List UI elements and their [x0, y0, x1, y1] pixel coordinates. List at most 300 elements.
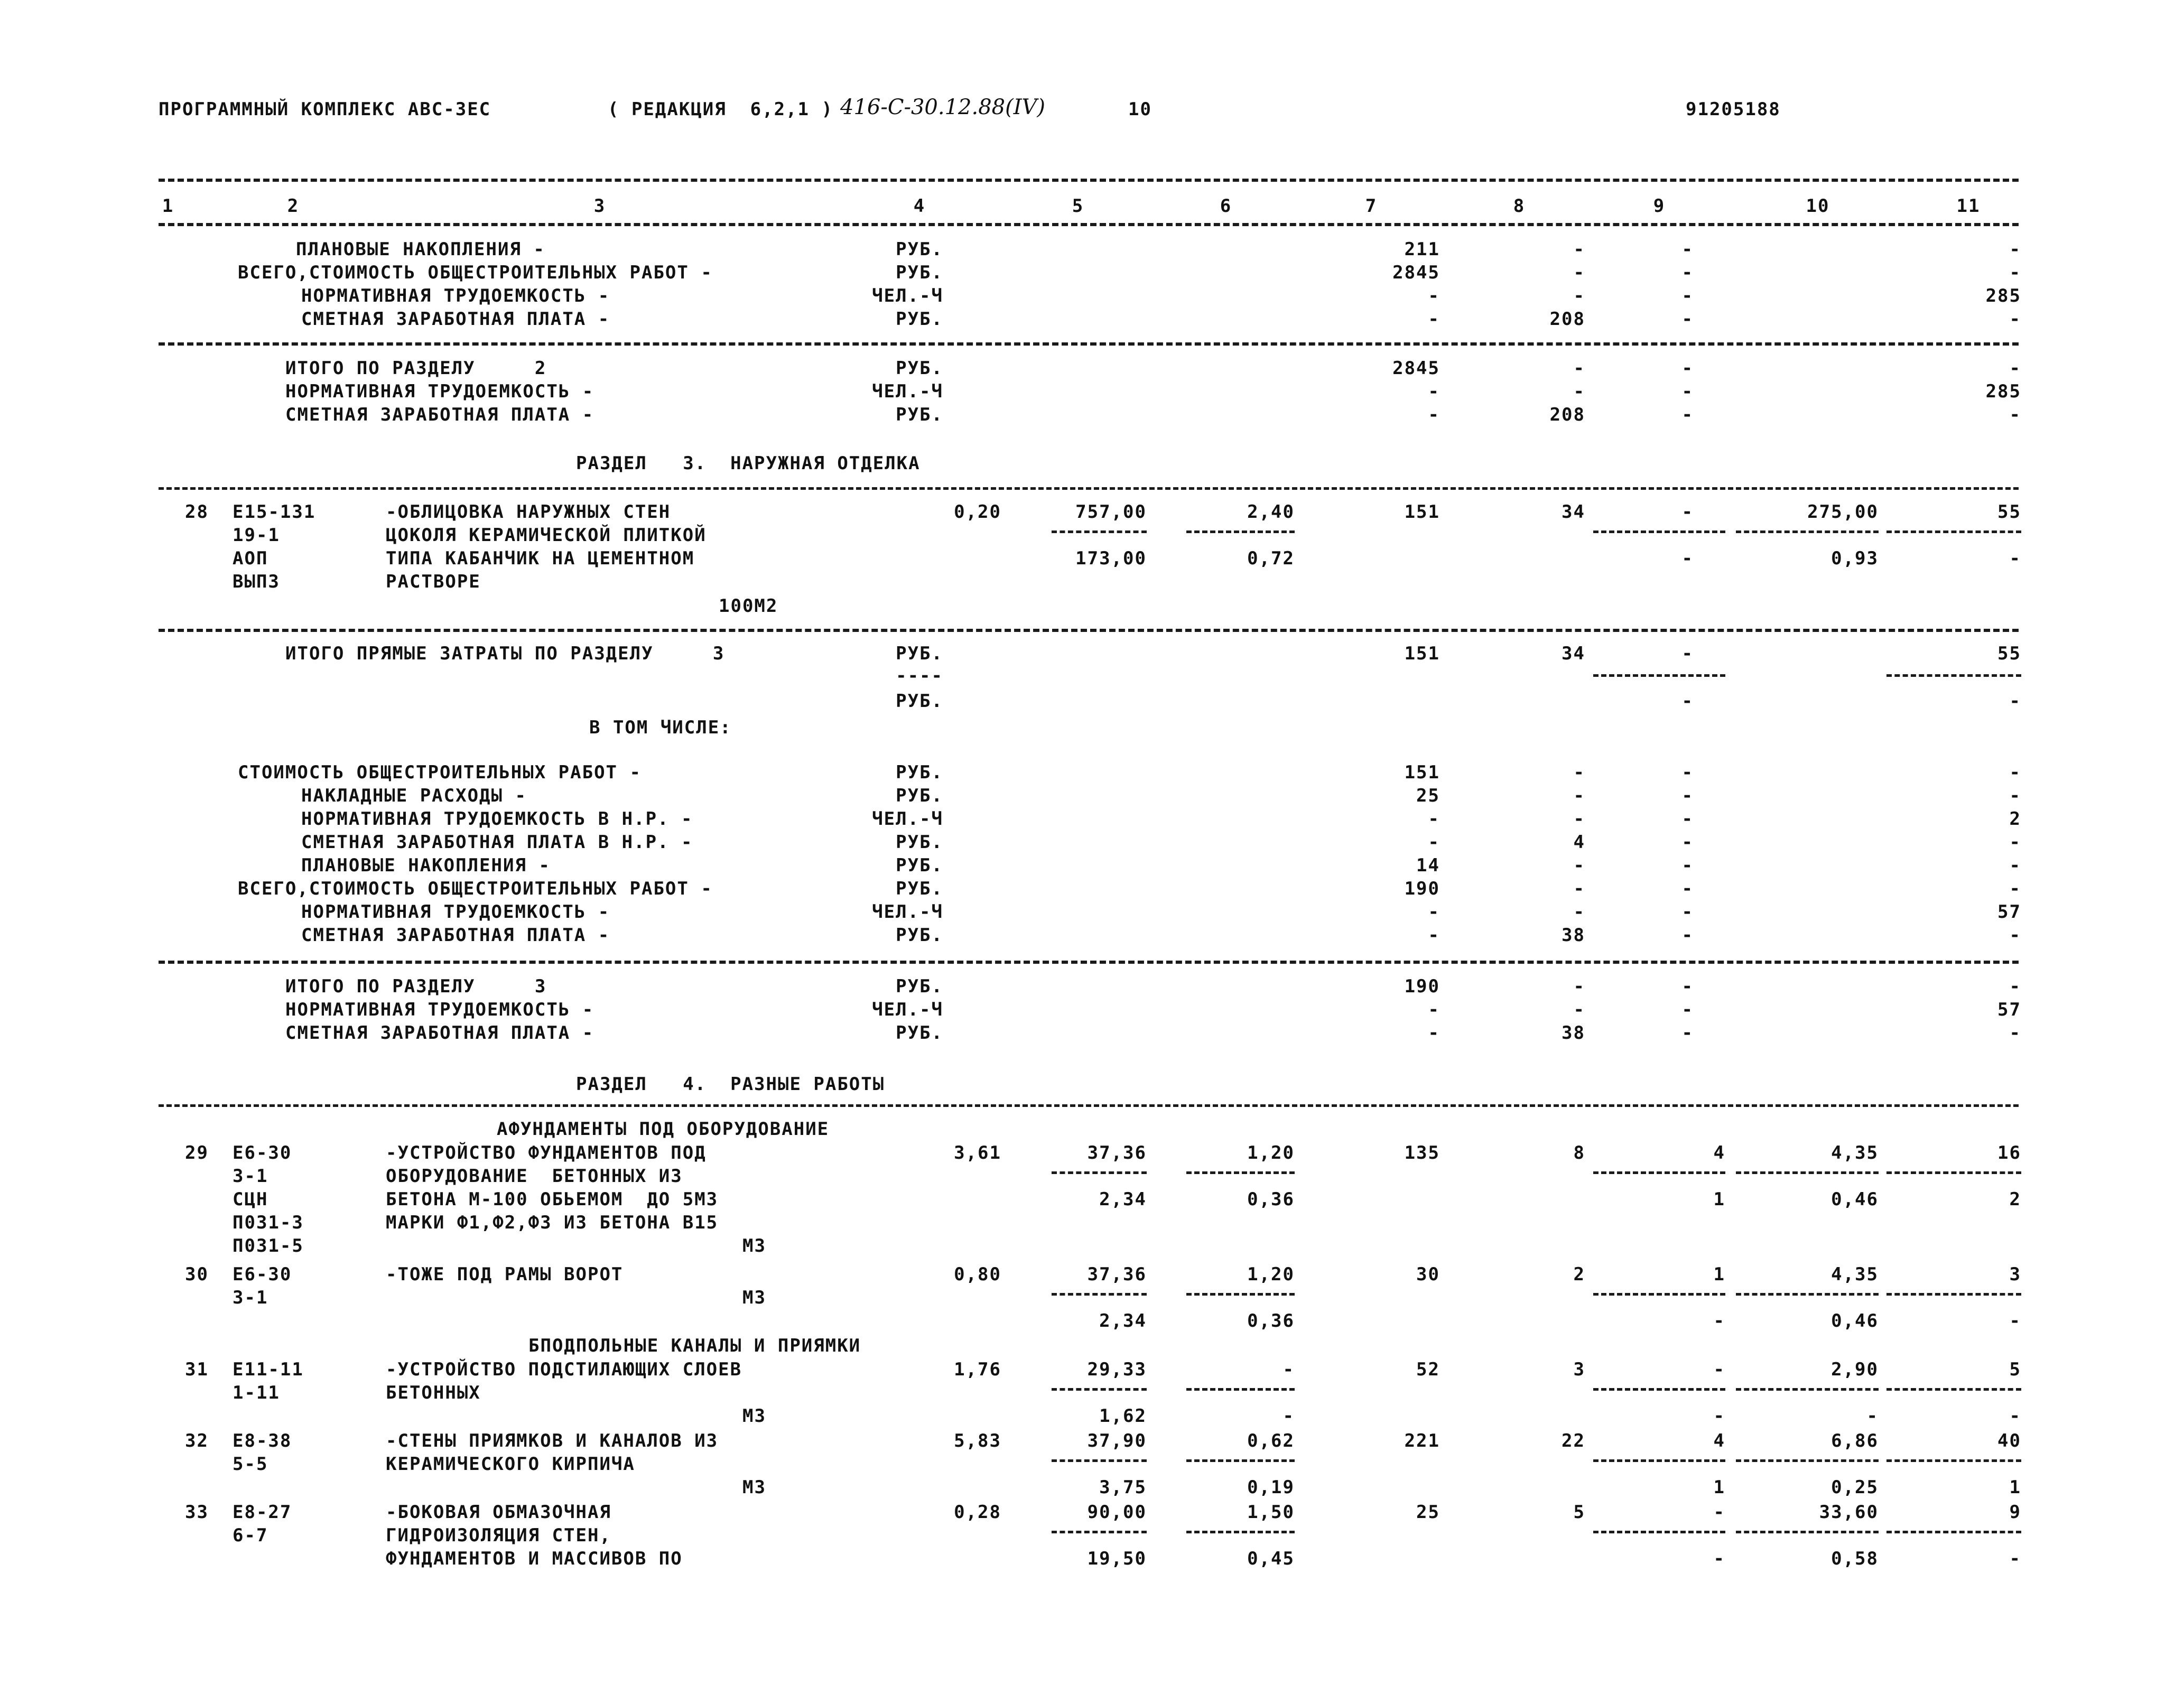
direct-costs-unit-2: РУБ. — [896, 691, 943, 712]
breakdown-row-col8: - — [1573, 855, 1585, 876]
breakdown-row-unit: РУБ. — [896, 925, 943, 946]
item32-col9-2: 1 — [1713, 1477, 1725, 1498]
item30-rule-5 — [1052, 1293, 1147, 1296]
item31-rule-11 — [1886, 1388, 2021, 1391]
breakdown-row-col7: - — [1428, 808, 1440, 830]
item28-unit: 100М2 — [719, 595, 778, 617]
item29-rule-6 — [1186, 1171, 1295, 1174]
item32-code: Е8-38 — [233, 1430, 292, 1451]
breakdown-row-col7: 151 — [1404, 762, 1440, 783]
breakdown-row-label: ВСЕГО,СТОИМОСТЬ ОБЩЕСТРОИТЕЛЬНЫХ РАБОТ - — [238, 878, 713, 899]
item28-quantity: 0,20 — [954, 501, 1001, 523]
including-label: В ТОМ ЧИСЛЕ: — [589, 717, 732, 738]
item33-wage: 5 — [1573, 1502, 1585, 1523]
column-header-8: 8 — [1513, 196, 1526, 217]
breakdown-row-col9: - — [1681, 855, 1694, 876]
item33-quantity: 0,28 — [954, 1502, 1001, 1523]
item31-rule-10 — [1736, 1388, 1879, 1391]
section3-total-col7: - — [1428, 999, 1440, 1020]
section2-total-col8: - — [1573, 381, 1585, 402]
item29-unit-wage-2: 0,36 — [1247, 1189, 1295, 1210]
item30-col11-2: - — [2009, 1310, 2021, 1332]
item28-description: ЦОКОЛЯ КЕРАМИЧЕСКОЙ ПЛИТКОЙ — [386, 525, 707, 546]
section3-total-col11: - — [2009, 1022, 2021, 1044]
breakdown-row-col9: - — [1681, 762, 1694, 783]
item28-col11: 55 — [1997, 501, 2021, 523]
item28-col11-2: - — [2009, 548, 2021, 569]
item28-number: 28 — [185, 501, 209, 523]
item32-col9: 4 — [1713, 1430, 1725, 1451]
item29-code: П031-5 — [233, 1235, 304, 1256]
breakdown-row-unit: РУБ. — [896, 785, 943, 806]
item28-rule-6 — [1186, 530, 1295, 533]
item28-description: РАСТВОРЕ — [386, 571, 481, 592]
breakdown-row-col9: - — [1681, 878, 1694, 899]
item32-quantity: 5,83 — [954, 1430, 1001, 1451]
item33-rule-5 — [1052, 1531, 1147, 1533]
summary-row-col11: - — [2009, 239, 2021, 260]
column-header-2: 2 — [287, 196, 300, 217]
summary-row-col8: - — [1573, 285, 1585, 306]
breakdown-row-unit: РУБ. — [896, 878, 943, 899]
breakdown-row-col11: - — [2009, 925, 2021, 946]
direct-costs-col9: - — [1681, 643, 1694, 664]
item33-total: 25 — [1416, 1502, 1440, 1523]
item32-unit-wage-2: 0,19 — [1247, 1477, 1295, 1498]
item30-col10-2: 0,46 — [1831, 1310, 1879, 1332]
item32-unit: М3 — [742, 1477, 766, 1498]
item32-col11: 40 — [1997, 1430, 2021, 1451]
summary-row-col8: - — [1573, 239, 1585, 260]
direct-costs-col9-2: - — [1681, 691, 1694, 712]
item32-rule-6 — [1186, 1459, 1295, 1462]
item30-code: Е6-30 — [233, 1264, 292, 1285]
item30-col10: 4,35 — [1831, 1264, 1879, 1285]
item32-description: -СТЕНЫ ПРИЯМКОВ И КАНАЛОВ ИЗ — [386, 1430, 719, 1451]
item30-rule-11 — [1886, 1293, 2021, 1296]
breakdown-row-label: СМЕТНАЯ ЗАРАБОТНАЯ ПЛАТА В Н.Р. - — [301, 832, 693, 853]
breakdown-row-label: СМЕТНАЯ ЗАРАБОТНАЯ ПЛАТА - — [301, 925, 610, 946]
summary-row-col11: - — [2009, 309, 2021, 330]
section2-total-col11: - — [2009, 404, 2021, 425]
item30-unit-wage-2: 0,36 — [1247, 1310, 1295, 1332]
item29-rule-11 — [1886, 1171, 2021, 1174]
section3-direct-separator — [159, 629, 2019, 632]
breakdown-row-label: СТОИМОСТЬ ОБЩЕСТРОИТЕЛЬНЫХ РАБОТ - — [238, 762, 642, 783]
breakdown-row-col11: - — [2009, 878, 2021, 899]
item31-description: -УСТРОЙСТВО ПОДСТИЛАЮЩИХ СЛОЕВ — [386, 1359, 742, 1380]
breakdown-row-col7: 14 — [1416, 855, 1440, 876]
item31-wage: 3 — [1573, 1359, 1585, 1380]
summary-row-col7: 2845 — [1392, 262, 1440, 283]
item31-code: 1-11 — [233, 1382, 280, 1403]
item33-number: 33 — [185, 1502, 209, 1523]
item29-rule-9 — [1593, 1171, 1725, 1174]
section3-total-separator — [159, 961, 2019, 964]
item29-quantity: 3,61 — [954, 1142, 1001, 1163]
item32-rule-11 — [1886, 1459, 2021, 1462]
section3-title-underline — [159, 487, 2019, 490]
item33-rule-6 — [1186, 1531, 1295, 1533]
section3-total-col7: - — [1428, 1022, 1440, 1044]
item28-rule-11 — [1886, 530, 2021, 533]
item31-unit: М3 — [742, 1405, 766, 1427]
summary-row-col7: - — [1428, 309, 1440, 330]
item28-wage: 34 — [1562, 501, 1585, 523]
section3-total-col11: - — [2009, 976, 2021, 997]
direct-costs-unit: РУБ. — [896, 643, 943, 664]
item31-rule-9 — [1593, 1388, 1725, 1391]
item28-rule-10 — [1736, 530, 1879, 533]
breakdown-row-unit: РУБ. — [896, 855, 943, 876]
item33-code: 6-7 — [233, 1525, 268, 1546]
item28-unit-cost-2: 173,00 — [1075, 548, 1147, 569]
section2-total-unit: РУБ. — [896, 358, 943, 379]
item28-rule-9 — [1593, 530, 1725, 533]
page-number: 10 — [1128, 99, 1152, 120]
direct-costs-label: ИТОГО ПРЯМЫЕ ЗАТРАТЫ ПО РАЗДЕЛУ 3 — [285, 643, 725, 664]
item29-unit-cost: 37,36 — [1087, 1142, 1147, 1163]
item30-quantity: 0,80 — [954, 1264, 1001, 1285]
section2-total-col9: - — [1681, 404, 1694, 425]
item31-col10-2: - — [1866, 1405, 1879, 1427]
breakdown-row-col7: 25 — [1416, 785, 1440, 806]
item30-col11: 3 — [2009, 1264, 2021, 1285]
breakdown-row-col11: - — [2009, 762, 2021, 783]
breakdown-row-unit: ЧЕЛ.-Ч — [872, 808, 943, 830]
section2-total-label: ИТОГО ПО РАЗДЕЛУ 2 — [285, 358, 547, 379]
item32-unit-cost-2: 3,75 — [1099, 1477, 1147, 1498]
item31-col11-2: - — [2009, 1405, 2021, 1427]
summary-row-col9: - — [1681, 239, 1694, 260]
column-header-6: 6 — [1220, 196, 1232, 217]
header-separator — [159, 223, 2019, 226]
item31-total: 52 — [1416, 1359, 1440, 1380]
item29-total: 135 — [1404, 1142, 1440, 1163]
item31-col9-2: - — [1713, 1405, 1725, 1427]
summary-row-unit: РУБ. — [896, 309, 943, 330]
summary-row-col8: 208 — [1549, 309, 1585, 330]
breakdown-row-col7: - — [1428, 925, 1440, 946]
breakdown-row-col11: 57 — [1997, 901, 2021, 923]
summary-row-label: ВСЕГО,СТОИМОСТЬ ОБЩЕСТРОИТЕЛЬНЫХ РАБОТ - — [238, 262, 713, 283]
item29-code: П031-3 — [233, 1212, 304, 1233]
section4-title: РАЗДЕЛ 4. РАЗНЫЕ РАБОТЫ — [576, 1074, 885, 1095]
item32-number: 32 — [185, 1430, 209, 1451]
summary-row-col8: - — [1573, 262, 1585, 283]
item28-unit-wage-2: 0,72 — [1247, 548, 1295, 569]
column-header-11: 11 — [1956, 196, 1981, 217]
section3-total-col8: - — [1573, 976, 1585, 997]
item31-col11: 5 — [2009, 1359, 2021, 1380]
item29-col11-2: 2 — [2009, 1189, 2021, 1210]
breakdown-row-col9: - — [1681, 808, 1694, 830]
item28-code: ВЫП3 — [233, 571, 280, 592]
breakdown-row-col8: 38 — [1562, 925, 1585, 946]
item29-number: 29 — [185, 1142, 209, 1163]
item32-col11-2: 1 — [2009, 1477, 2021, 1498]
section2-total-col9: - — [1681, 381, 1694, 402]
item32-unit-wage: 0,62 — [1247, 1430, 1295, 1451]
item33-col10: 33,60 — [1819, 1502, 1879, 1523]
document-code: 91205188 — [1686, 99, 1781, 120]
item33-description: -БОКОВАЯ ОБМАЗОЧНАЯ — [386, 1502, 611, 1523]
item28-unit-wage: 2,40 — [1247, 501, 1295, 523]
breakdown-row-col8: - — [1573, 762, 1585, 783]
section2-total-col11: - — [2009, 358, 2021, 379]
item29-code: СЦН — [233, 1189, 268, 1210]
item28-code: Е15-131 — [233, 501, 316, 523]
column-header-9: 9 — [1653, 196, 1666, 217]
breakdown-row-unit: РУБ. — [896, 762, 943, 783]
item29-description: -УСТРОЙСТВО ФУНДАМЕНТОВ ПОД — [386, 1142, 707, 1163]
item29-rule-5 — [1052, 1171, 1147, 1174]
item29-wage: 8 — [1573, 1142, 1585, 1163]
subsection-channels: БПОДПОЛЬНЫЕ КАНАЛЫ И ПРИЯМКИ — [528, 1335, 861, 1356]
item30-unit: М3 — [742, 1287, 766, 1308]
breakdown-row-col9: - — [1681, 925, 1694, 946]
direct-costs-col8: 34 — [1562, 643, 1585, 664]
breakdown-row-col11: - — [2009, 832, 2021, 853]
item29-unit-wage: 1,20 — [1247, 1142, 1295, 1163]
item28-col10-2: 0,93 — [1831, 548, 1879, 569]
breakdown-row-col8: - — [1573, 901, 1585, 923]
item31-unit-wage-2: - — [1282, 1405, 1295, 1427]
item28-description: ТИПА КАБАНЧИК НА ЦЕМЕНТНОМ — [386, 548, 695, 569]
section3-total-col8: 38 — [1562, 1022, 1585, 1044]
item32-col10: 6,86 — [1831, 1430, 1879, 1451]
item31-quantity: 1,76 — [954, 1359, 1001, 1380]
item28-rule-5 — [1052, 530, 1147, 533]
item32-rule-5 — [1052, 1459, 1147, 1462]
breakdown-row-label: ПЛАНОВЫЕ НАКОПЛЕНИЯ - — [301, 855, 551, 876]
item30-unit-cost-2: 2,34 — [1099, 1310, 1147, 1332]
item32-unit-cost: 37,90 — [1087, 1430, 1147, 1451]
item33-description: ФУНДАМЕНТОВ И МАССИВОВ ПО — [386, 1548, 683, 1569]
item32-rule-9 — [1593, 1459, 1725, 1462]
direct-rule-11 — [1886, 674, 2021, 677]
item33-col9: - — [1713, 1502, 1725, 1523]
summary-row-col9: - — [1681, 285, 1694, 306]
breakdown-row-col8: - — [1573, 808, 1585, 830]
item32-description: КЕРАМИЧЕСКОГО КИРПИЧА — [386, 1454, 635, 1475]
item29-col10: 4,35 — [1831, 1142, 1879, 1163]
item28-description: -ОБЛИЦОВКА НАРУЖНЫХ СТЕН — [386, 501, 671, 523]
item31-number: 31 — [185, 1359, 209, 1380]
item31-unit-wage: - — [1282, 1359, 1295, 1380]
item33-rule-11 — [1886, 1531, 2021, 1533]
item28-code: АОП — [233, 548, 268, 569]
item29-description: БЕТОНА М-100 ОБЬЕМОМ ДО 5М3 — [386, 1189, 719, 1210]
item32-total: 221 — [1404, 1430, 1440, 1451]
item30-col9: 1 — [1713, 1264, 1725, 1285]
summary-row-col11: 285 — [1985, 285, 2021, 306]
breakdown-row-col9: - — [1681, 832, 1694, 853]
item33-code: Е8-27 — [233, 1502, 292, 1523]
section3-total-col11: 57 — [1997, 999, 2021, 1020]
section2-total-col8: - — [1573, 358, 1585, 379]
direct-costs-col11-2: - — [2009, 691, 2021, 712]
item29-description: ОБОРУДОВАНИЕ БЕТОННЫХ ИЗ — [386, 1166, 683, 1187]
item30-rule-9 — [1593, 1293, 1725, 1296]
section3-total-label: СМЕТНАЯ ЗАРАБОТНАЯ ПЛАТА - — [285, 1022, 594, 1044]
section3-total-col9: - — [1681, 999, 1694, 1020]
item31-code: Е11-11 — [233, 1359, 304, 1380]
item33-col9-2: - — [1713, 1548, 1725, 1569]
section2-total-col7: - — [1428, 404, 1440, 425]
item29-code: Е6-30 — [233, 1142, 292, 1163]
direct-costs-unit-rule: ---- — [896, 665, 943, 686]
column-header-1: 1 — [162, 196, 174, 217]
item32-col10-2: 0,25 — [1831, 1477, 1879, 1498]
item31-description: БЕТОННЫХ — [386, 1382, 481, 1403]
summary-row-label: НОРМАТИВНАЯ ТРУДОЕМКОСТЬ - — [301, 285, 610, 306]
section2-total-label: НОРМАТИВНАЯ ТРУДОЕМКОСТЬ - — [285, 381, 594, 402]
item33-col10-2: 0,58 — [1831, 1548, 1879, 1569]
edition-label: ( РЕДАКЦИЯ 6,2,1 ) — [608, 99, 833, 120]
item29-col11: 16 — [1997, 1142, 2021, 1163]
section3-total-unit: ЧЕЛ.-Ч — [872, 999, 943, 1020]
section3-total-unit: РУБ. — [896, 976, 943, 997]
summary-row-col9: - — [1681, 309, 1694, 330]
breakdown-row-col7: - — [1428, 901, 1440, 923]
item30-total: 30 — [1416, 1264, 1440, 1285]
breakdown-row-col11: 2 — [2009, 808, 2021, 830]
item30-unit-cost: 37,36 — [1087, 1264, 1147, 1285]
item30-wage: 2 — [1573, 1264, 1585, 1285]
breakdown-row-label: НОРМАТИВНАЯ ТРУДОЕМКОСТЬ В Н.Р. - — [301, 808, 693, 830]
summary-row-label: ПЛАНОВЫЕ НАКОПЛЕНИЯ - — [296, 239, 545, 260]
item32-wage: 22 — [1562, 1430, 1585, 1451]
section3-total-col8: - — [1573, 999, 1585, 1020]
section2-total-unit: РУБ. — [896, 404, 943, 425]
breakdown-row-col7: 190 — [1404, 878, 1440, 899]
summary-row-unit: ЧЕЛ.-Ч — [872, 285, 943, 306]
summary-row-unit: РУБ. — [896, 262, 943, 283]
item33-col11: 9 — [2009, 1502, 2021, 1523]
program-title: ПРОГРАММНЫЙ КОМПЛЕКС АВС-3ЕС — [159, 99, 491, 120]
section4-title-underline — [159, 1104, 2019, 1107]
summary-row-unit: РУБ. — [896, 239, 943, 260]
breakdown-row-label: НАКЛАДНЫЕ РАСХОДЫ - — [301, 785, 527, 806]
section2-total-label: СМЕТНАЯ ЗАРАБОТНАЯ ПЛАТА - — [285, 404, 594, 425]
item29-unit: М3 — [742, 1235, 766, 1256]
item31-col10: 2,90 — [1831, 1359, 1879, 1380]
column-header-10: 10 — [1806, 196, 1830, 217]
item32-rule-10 — [1736, 1459, 1879, 1462]
breakdown-row-col11: - — [2009, 785, 2021, 806]
section3-total-label: НОРМАТИВНАЯ ТРУДОЕМКОСТЬ - — [285, 999, 594, 1020]
summary-row-col11: - — [2009, 262, 2021, 283]
column-header-4: 4 — [913, 196, 926, 217]
breakdown-row-col8: - — [1573, 785, 1585, 806]
item31-rule-5 — [1052, 1388, 1147, 1391]
column-header-7: 7 — [1365, 196, 1378, 217]
breakdown-row-col8: - — [1573, 878, 1585, 899]
column-header-5: 5 — [1072, 196, 1084, 217]
item33-description: ГИДРОИЗОЛЯЦИЯ СТЕН, — [386, 1525, 611, 1546]
section3-total-col9: - — [1681, 976, 1694, 997]
section2-total-col8: 208 — [1549, 404, 1585, 425]
item30-rule-10 — [1736, 1293, 1879, 1296]
item33-rule-9 — [1593, 1531, 1725, 1533]
section3-title: РАЗДЕЛ 3. НАРУЖНАЯ ОТДЕЛКА — [576, 453, 921, 474]
item33-col11-2: - — [2009, 1548, 2021, 1569]
item29-code: 3-1 — [233, 1166, 268, 1187]
breakdown-row-col8: 4 — [1573, 832, 1585, 853]
section3-total-label: ИТОГО ПО РАЗДЕЛУ 3 — [285, 976, 547, 997]
item29-col9: 4 — [1713, 1142, 1725, 1163]
item30-rule-6 — [1186, 1293, 1295, 1296]
item31-unit-cost-2: 1,62 — [1099, 1405, 1147, 1427]
subsection-foundations: АФУНДАМЕНТЫ ПОД ОБОРУДОВАНИЕ — [497, 1119, 830, 1140]
breakdown-row-unit: РУБ. — [896, 832, 943, 853]
item30-unit-wage: 1,20 — [1247, 1264, 1295, 1285]
summary-row-col7: 211 — [1404, 239, 1440, 260]
item30-number: 30 — [185, 1264, 209, 1285]
section3-total-unit: РУБ. — [896, 1022, 943, 1044]
section2-total-col9: - — [1681, 358, 1694, 379]
item28-col9-2: - — [1681, 548, 1694, 569]
item33-unit-wage: 1,50 — [1247, 1502, 1295, 1523]
item33-unit-cost: 90,00 — [1087, 1502, 1147, 1523]
item30-code: 3-1 — [233, 1287, 268, 1308]
section2-total-col7: - — [1428, 381, 1440, 402]
section2-total-col7: 2845 — [1392, 358, 1440, 379]
breakdown-row-col9: - — [1681, 901, 1694, 923]
direct-costs-col7: 151 — [1404, 643, 1440, 664]
top-separator — [159, 179, 2019, 182]
item31-col9: - — [1713, 1359, 1725, 1380]
item30-description: -ТОЖЕ ПОД РАМЫ ВОРОТ — [386, 1264, 624, 1285]
direct-costs-col11: 55 — [1997, 643, 2021, 664]
item28-col9: - — [1681, 501, 1694, 523]
item29-unit-cost-2: 2,34 — [1099, 1189, 1147, 1210]
summary-row-label: СМЕТНАЯ ЗАРАБОТНАЯ ПЛАТА - — [301, 309, 610, 330]
summary-row-col9: - — [1681, 262, 1694, 283]
item33-unit-wage-2: 0,45 — [1247, 1548, 1295, 1569]
item31-rule-6 — [1186, 1388, 1295, 1391]
item33-unit-cost-2: 19,50 — [1087, 1548, 1147, 1569]
item28-code: 19-1 — [233, 525, 280, 546]
breakdown-row-col11: - — [2009, 855, 2021, 876]
column-header-3: 3 — [593, 196, 606, 217]
breakdown-row-col9: - — [1681, 785, 1694, 806]
item33-rule-10 — [1736, 1531, 1879, 1533]
item32-code: 5-5 — [233, 1454, 268, 1475]
section3-total-col9: - — [1681, 1022, 1694, 1044]
breakdown-row-unit: ЧЕЛ.-Ч — [872, 901, 943, 923]
item28-unit-cost: 757,00 — [1075, 501, 1147, 523]
item29-col10-2: 0,46 — [1831, 1189, 1879, 1210]
section2-total-col11: 285 — [1985, 381, 2021, 402]
item28-col10: 275,00 — [1807, 501, 1879, 523]
direct-rule-9 — [1593, 674, 1725, 677]
section3-total-col7: 190 — [1404, 976, 1440, 997]
breakdown-row-col7: - — [1428, 832, 1440, 853]
item29-col9-2: 1 — [1713, 1189, 1725, 1210]
item28-total: 151 — [1404, 501, 1440, 523]
item29-description: МАРКИ Ф1,Ф2,Ф3 ИЗ БЕТОНА В15 — [386, 1212, 719, 1233]
handwritten-note: 416-С-30.12.88(IV) — [840, 95, 1046, 119]
section2-total-separator — [159, 342, 2019, 346]
item29-rule-10 — [1736, 1171, 1879, 1174]
summary-row-col7: - — [1428, 285, 1440, 306]
breakdown-row-label: НОРМАТИВНАЯ ТРУДОЕМКОСТЬ - — [301, 901, 610, 923]
item31-unit-cost: 29,33 — [1087, 1359, 1147, 1380]
item30-col9-2: - — [1713, 1310, 1725, 1332]
section2-total-unit: ЧЕЛ.-Ч — [872, 381, 943, 402]
